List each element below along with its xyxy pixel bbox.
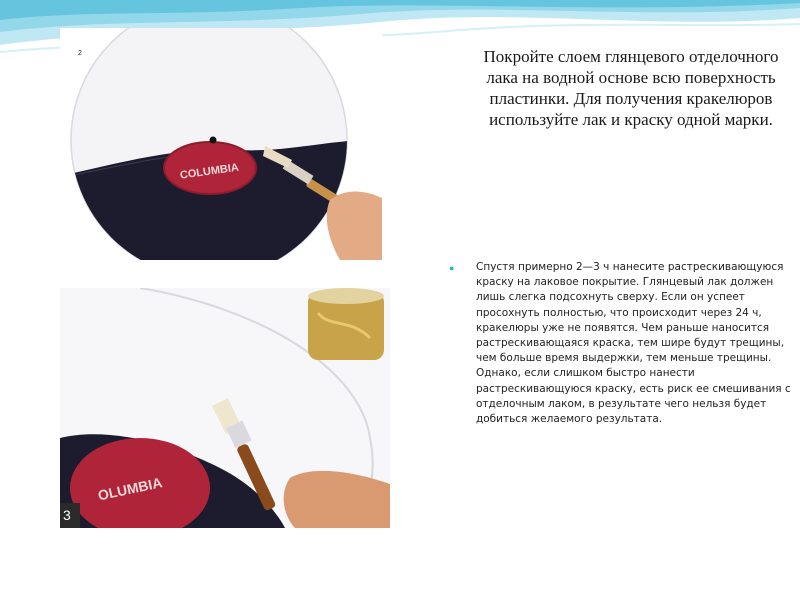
photo-crackle-paint-application	[60, 288, 390, 528]
figure-number: 3	[63, 507, 71, 523]
record-label-text: COLUMBIA	[179, 161, 240, 182]
hand-illustration	[327, 192, 382, 261]
jar-icon	[308, 288, 384, 360]
hand-illustration	[284, 471, 390, 528]
photo-varnish-application	[60, 28, 382, 260]
slide-body-text: Спустя примерно 2—3 ч нанесите растрескивающуюся краску на лаковое покрытие. Глянцевый лак должен лишь слегка подсохнуть сверху. Если он успеет просохнуть полностью, что происходит через 24 ч, кракелюры уже не появятся. Чем раньше наносится растрескивающаяся краска, тем шире будут трещины, чем больше время выдержки, тем меньше трещины. Однако, если слишком быстро нанести растрескивающуюся краску, есть риск ее смешивания с отделочным лаком, в результате чего нельзя будет добиться желаемого результата.	[476, 261, 791, 426]
painting-illustration	[60, 288, 390, 528]
figure-number: 2	[78, 50, 82, 57]
slide-heading: Покройте слоем глянцевого отделочного лака на водной основе всю поверхность пластинки. Для получения кракелюров используйте лак и краску одной марки.	[483, 47, 779, 129]
bullet-icon: ●	[449, 263, 455, 273]
record-label-text: OLUMBIA	[96, 474, 164, 504]
vinyl-record-illustration	[60, 28, 382, 260]
